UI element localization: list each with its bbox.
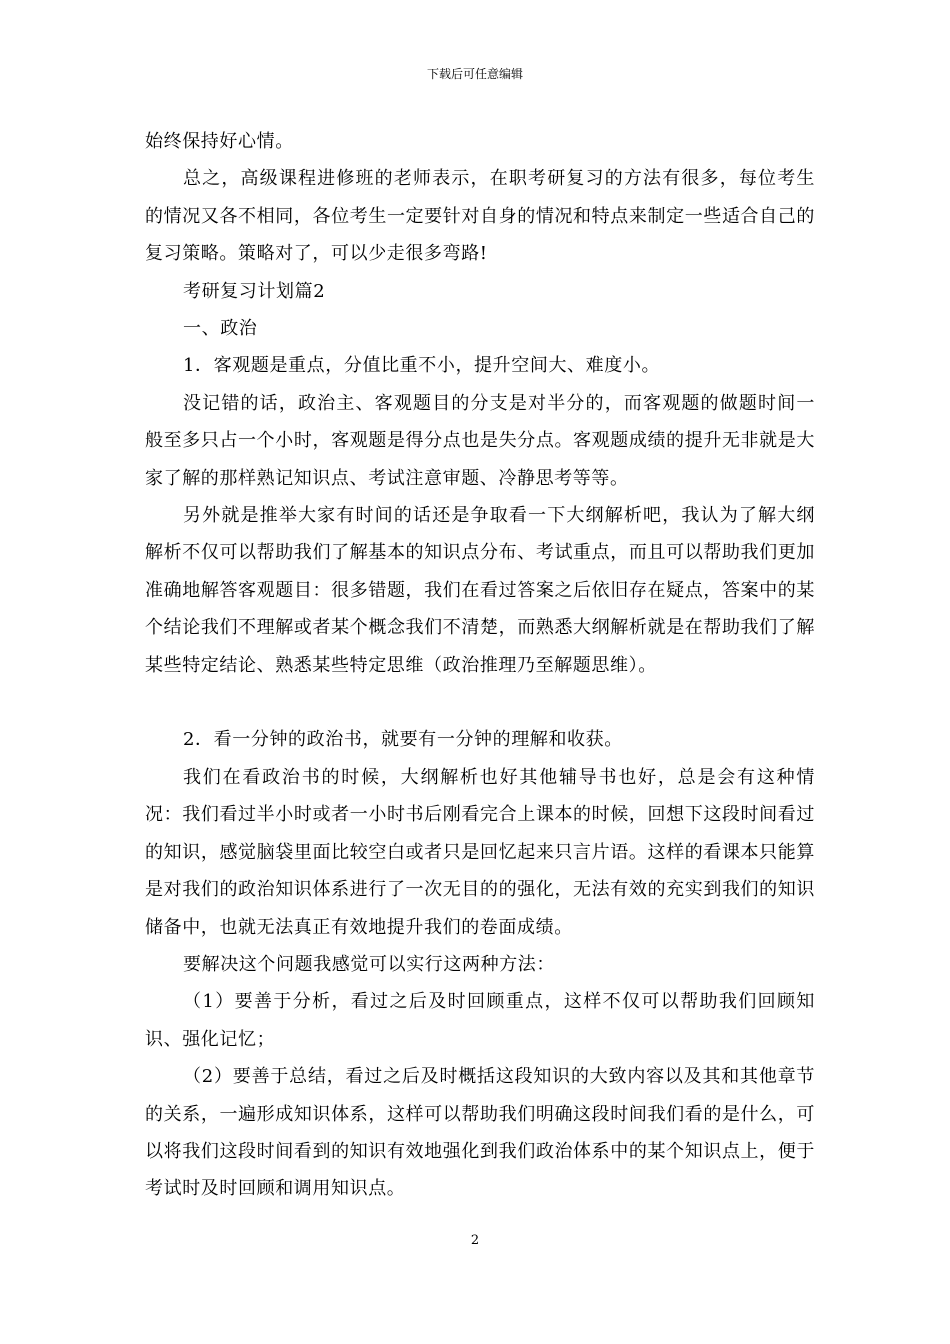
paragraph-summary: 总之，高级课程进修班的老师表示，在职考研复习的方法有很多，每位考生的情况又各不相同，各位考生一定要针对自身的情况和特点来制定一些适合自己的复习策略。策略对了，可以少走很多弯路!	[145, 168, 815, 265]
paragraph-two-methods: 要解决这个问题我感觉可以实行这两种方法：	[183, 953, 555, 975]
paragraph-syllabus-analysis: 另外就是推举大家有时间的话还是争取看一下大纲解析吧，我认为了解大纲解析不仅可以帮助我们了解基本的知识点分布、考试重点，而且可以帮助我们更加准确地解答客观题目：很多错题，我们在看过答案之后依旧存在疑点，答案中的某个结论我们不理解或者某个概念我们不清楚，而熟悉大纲解析就是在帮助我们了解某些特定结论、熟悉某些特定思维（政治推理乃至解题思维）。	[145, 505, 815, 676]
document-body	[145, 123, 815, 1208]
section-title: 考研复习计划篇2	[183, 280, 326, 302]
paragraph-objective-questions: 没记错的话，政治主、客观题目的分支是对半分的，而客观题的做题时间一般至多只占一个小时，客观题是得分点也是失分点。客观题成绩的提升无非就是大家了解的那样熟记知识点、考试注意审题、冷静思考等等。	[145, 392, 815, 489]
page-number: 2	[470, 1233, 480, 1248]
paragraph-reading-books: 我们在看政治书的时候，大纲解析也好其他辅导书也好，总是会有这种情况：我们看过半小时或者一小时书后刚看完合上课本的时候，回想下这段时间看过的知识，感觉脑袋里面比较空白或者只是回忆起来只言片语。这样的看课本只能算是对我们的政治知识体系进行了一次无目的的强化，无法有效的充实到我们的知识储备中，也就无法真正有效地提升我们的卷面成绩。	[145, 766, 815, 938]
point-heading-2: 2．看一分钟的政治书，就要有一分钟的理解和收获。	[183, 729, 623, 751]
point-heading-1: 1．客观题是重点，分值比重不小，提升空间大、难度小。	[183, 355, 661, 377]
paragraph-continuation: 始终保持好心情。	[145, 131, 294, 152]
blank-line	[145, 684, 815, 721]
page-header: 下载后可任意编辑	[426, 67, 523, 81]
subsection-heading-politics: 一、政治	[183, 318, 258, 340]
method-item-2: （2）要善于总结，看过之后及时概括这段知识的大致内容以及其和其他章节的关系，一遍形成知识体系，这样可以帮助我们明确这段时间我们看的是什么，可以将我们这段时间看到的知识有效地强化到我们政治体系中的某个知识点上，便于考试时及时回顾和调用知识点。	[145, 1066, 815, 1200]
method-item-1: （1）要善于分析，看过之后及时回顾重点，这样不仅可以帮助我们回顾知识、强化记忆；	[145, 991, 815, 1050]
